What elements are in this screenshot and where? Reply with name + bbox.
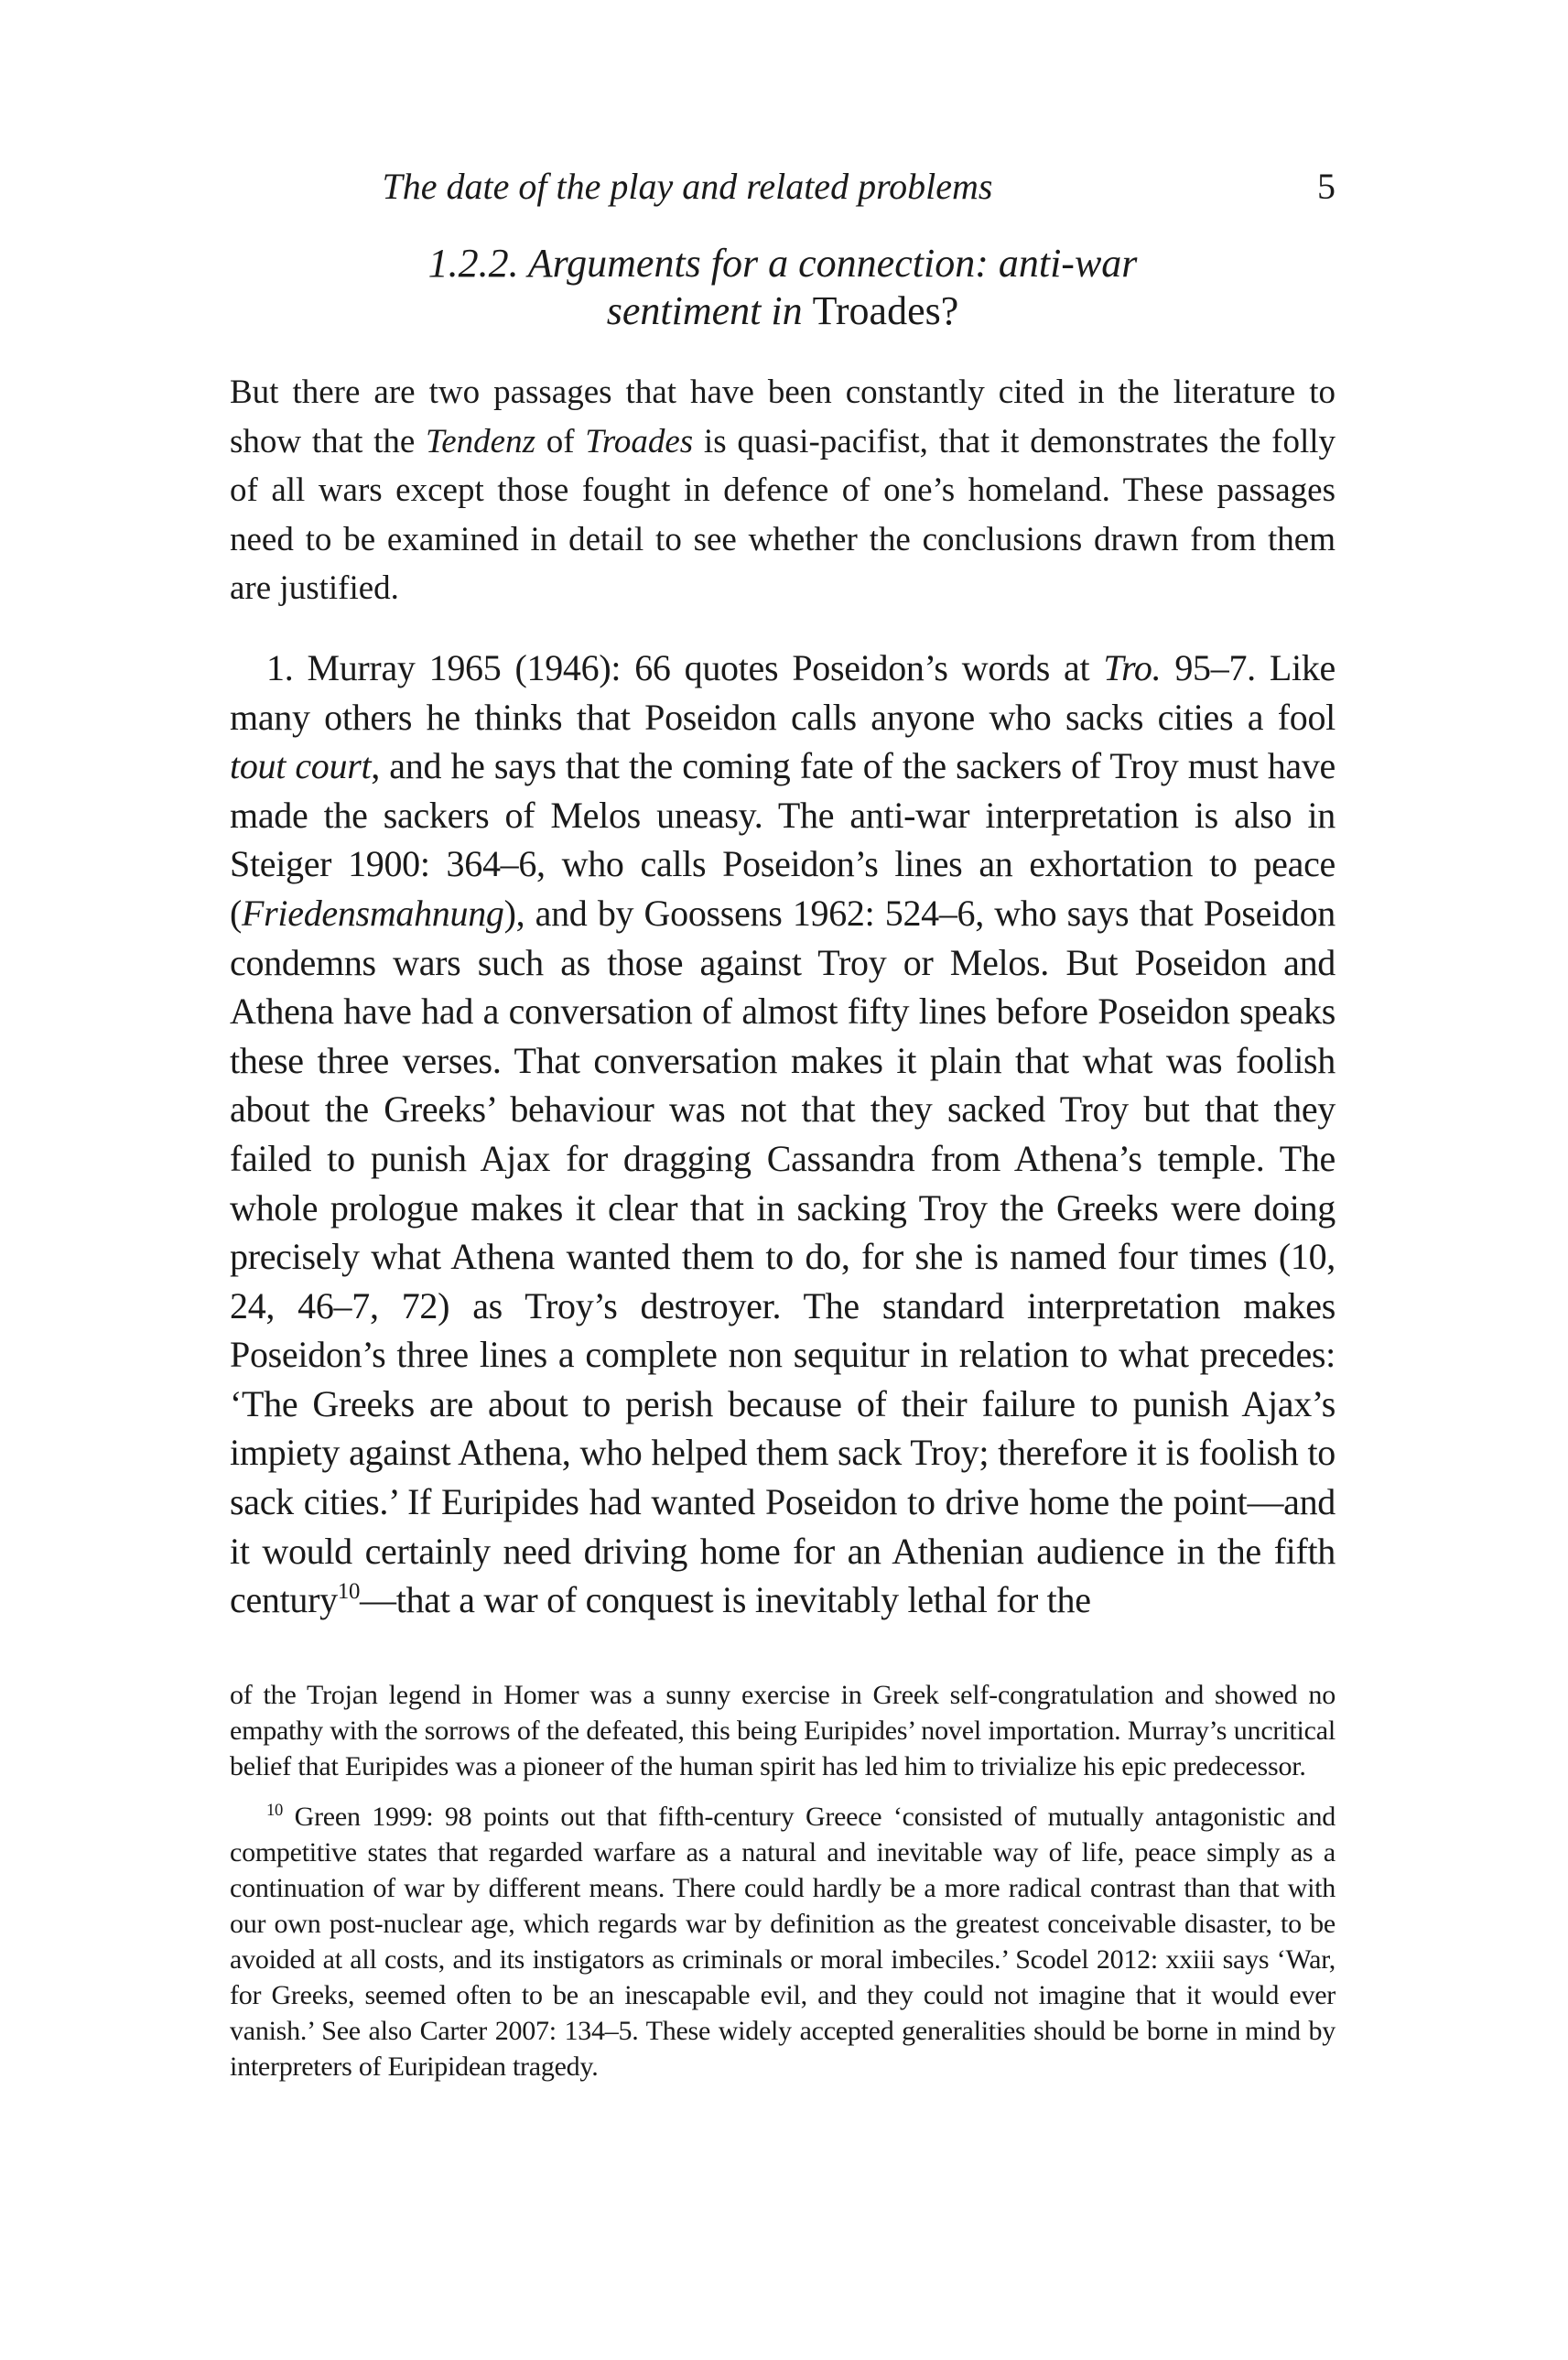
numbered-paragraph-1 bbox=[230, 644, 1336, 1625]
intro-paragraph bbox=[230, 368, 1336, 613]
intro-text-3: is quasi-pacifist, that it demonstrates the folly of all wars except those fought in defence of one’s homeland. These passages need to be examined in detail to see whether the conclusions drawn from them are justified. bbox=[230, 422, 1336, 608]
section-heading-line-1: 1.2.2. Arguments for a connection: anti-war bbox=[427, 241, 1138, 286]
page-number: 5 bbox=[1317, 166, 1336, 207]
section-heading bbox=[230, 240, 1336, 335]
footnote-10-text: Green 1999: 98 points out that fifth-century Greece ‘consisted of mutually antagonistic and competitive states that regarded warfare as a natural and inevitable way of life, peace simply as a continuation of war by different means. There could hardly be a more radical contrast than that with our own post-nuclear age, which regards war by definition as the greatest conceivable disaster, to be avoided at all costs, and its instigators as criminals or moral imbeciles.’ Scodel 2012: xxiii says ‘War, for Greeks, seemed often to be an inescapable evil, and they could not imagine that it would ever vanish.’ See also Carter 2007: 134–5. These widely accepted generalities should be borne in mind by interpreters of Euripidean tragedy. bbox=[230, 1802, 1336, 2082]
footnote-10 bbox=[230, 1799, 1336, 2084]
paragraph-text-3: , and he says that the coming fate of the sackers of Troy must have made the sackers of Melos uneasy. The anti-war interpretation is also in Steiger 1900: 364–6, who calls Poseidon’s lines an exhortation to peace ( bbox=[230, 745, 1336, 934]
book-page bbox=[230, 0, 1336, 2360]
paragraph-text-2: 95–7. Like many others he thinks that Poseidon calls anyone who sacks cities a fool bbox=[230, 646, 1336, 738]
paragraph-text-4: ), and by Goossens 1962: 524–6, who says that Poseidon condemns wars such as those against Troy or Melos. But Poseidon and Athena have had a conversation of almost fifty lines before Poseidon speaks these three verses. That conversation makes it plain that what was foolish about the Greeks’ behaviour was not that they sacked Troy but that they failed to punish Ajax for dragging Cassandra from Athena’s temple. The whole prologue makes it clear that in sacking Troy the Greeks were doing precisely what Athena wanted them to do, for she is named four times (10, 24, 46–7, 72) as Troy’s destroyer. The standard interpretation makes Poseidon’s three lines a complete non sequitur in relation to what precedes: ‘The Greeks are about to perish because of their failure to punish Ajax’s impiety against Athena, who helped them sack Troy; therefore it is foolish to sack cities.’ If Euripides had wanted Poseidon to drive home the point—and it would certainly need driving home for an Athenian audience in the fifth century bbox=[230, 892, 1336, 1621]
running-head bbox=[230, 165, 1336, 220]
running-head-title: The date of the play and related problems bbox=[382, 166, 993, 207]
paragraph-italic-tout-court: tout court bbox=[230, 745, 372, 787]
intro-text-1: But there are two passages that have been constantly cited in the literature to show that the bbox=[230, 373, 1336, 460]
intro-italic-tendenz: Tendenz bbox=[426, 422, 535, 460]
section-heading-line-2 bbox=[230, 287, 1336, 335]
paragraph-text-1: 1. Murray 1965 (1946): 66 quotes Poseidon’s words at bbox=[266, 646, 1104, 688]
section-heading-play-title: Troades? bbox=[812, 288, 959, 333]
footnote-10-marker: 10 bbox=[266, 1800, 284, 1820]
footnote-reference-10[interactable]: 10 bbox=[337, 1579, 361, 1605]
intro-italic-troades: Troades bbox=[585, 422, 694, 460]
paragraph-italic-friedensmahnung: Friedensmahnung bbox=[242, 892, 504, 934]
main-text bbox=[230, 368, 1336, 1625]
footnotes bbox=[230, 1677, 1336, 2084]
footnote-continued: of the Trojan legend in Homer was a sunny exercise in Greek self-congratulation and showed no empathy with the sorrows of the defeated, this being Euripides’ novel importation. Murray’s uncritical belief that Euripides was a pioneer of the human spirit has led him to trivialize his epic predecessor. bbox=[230, 1680, 1336, 1781]
paragraph-italic-tro: Tro. bbox=[1103, 646, 1162, 688]
section-heading-italic-part: sentiment in bbox=[606, 288, 813, 333]
intro-text-2: of bbox=[535, 422, 586, 460]
paragraph-text-5: —that a war of conquest is inevitably lethal for the bbox=[360, 1579, 1091, 1621]
